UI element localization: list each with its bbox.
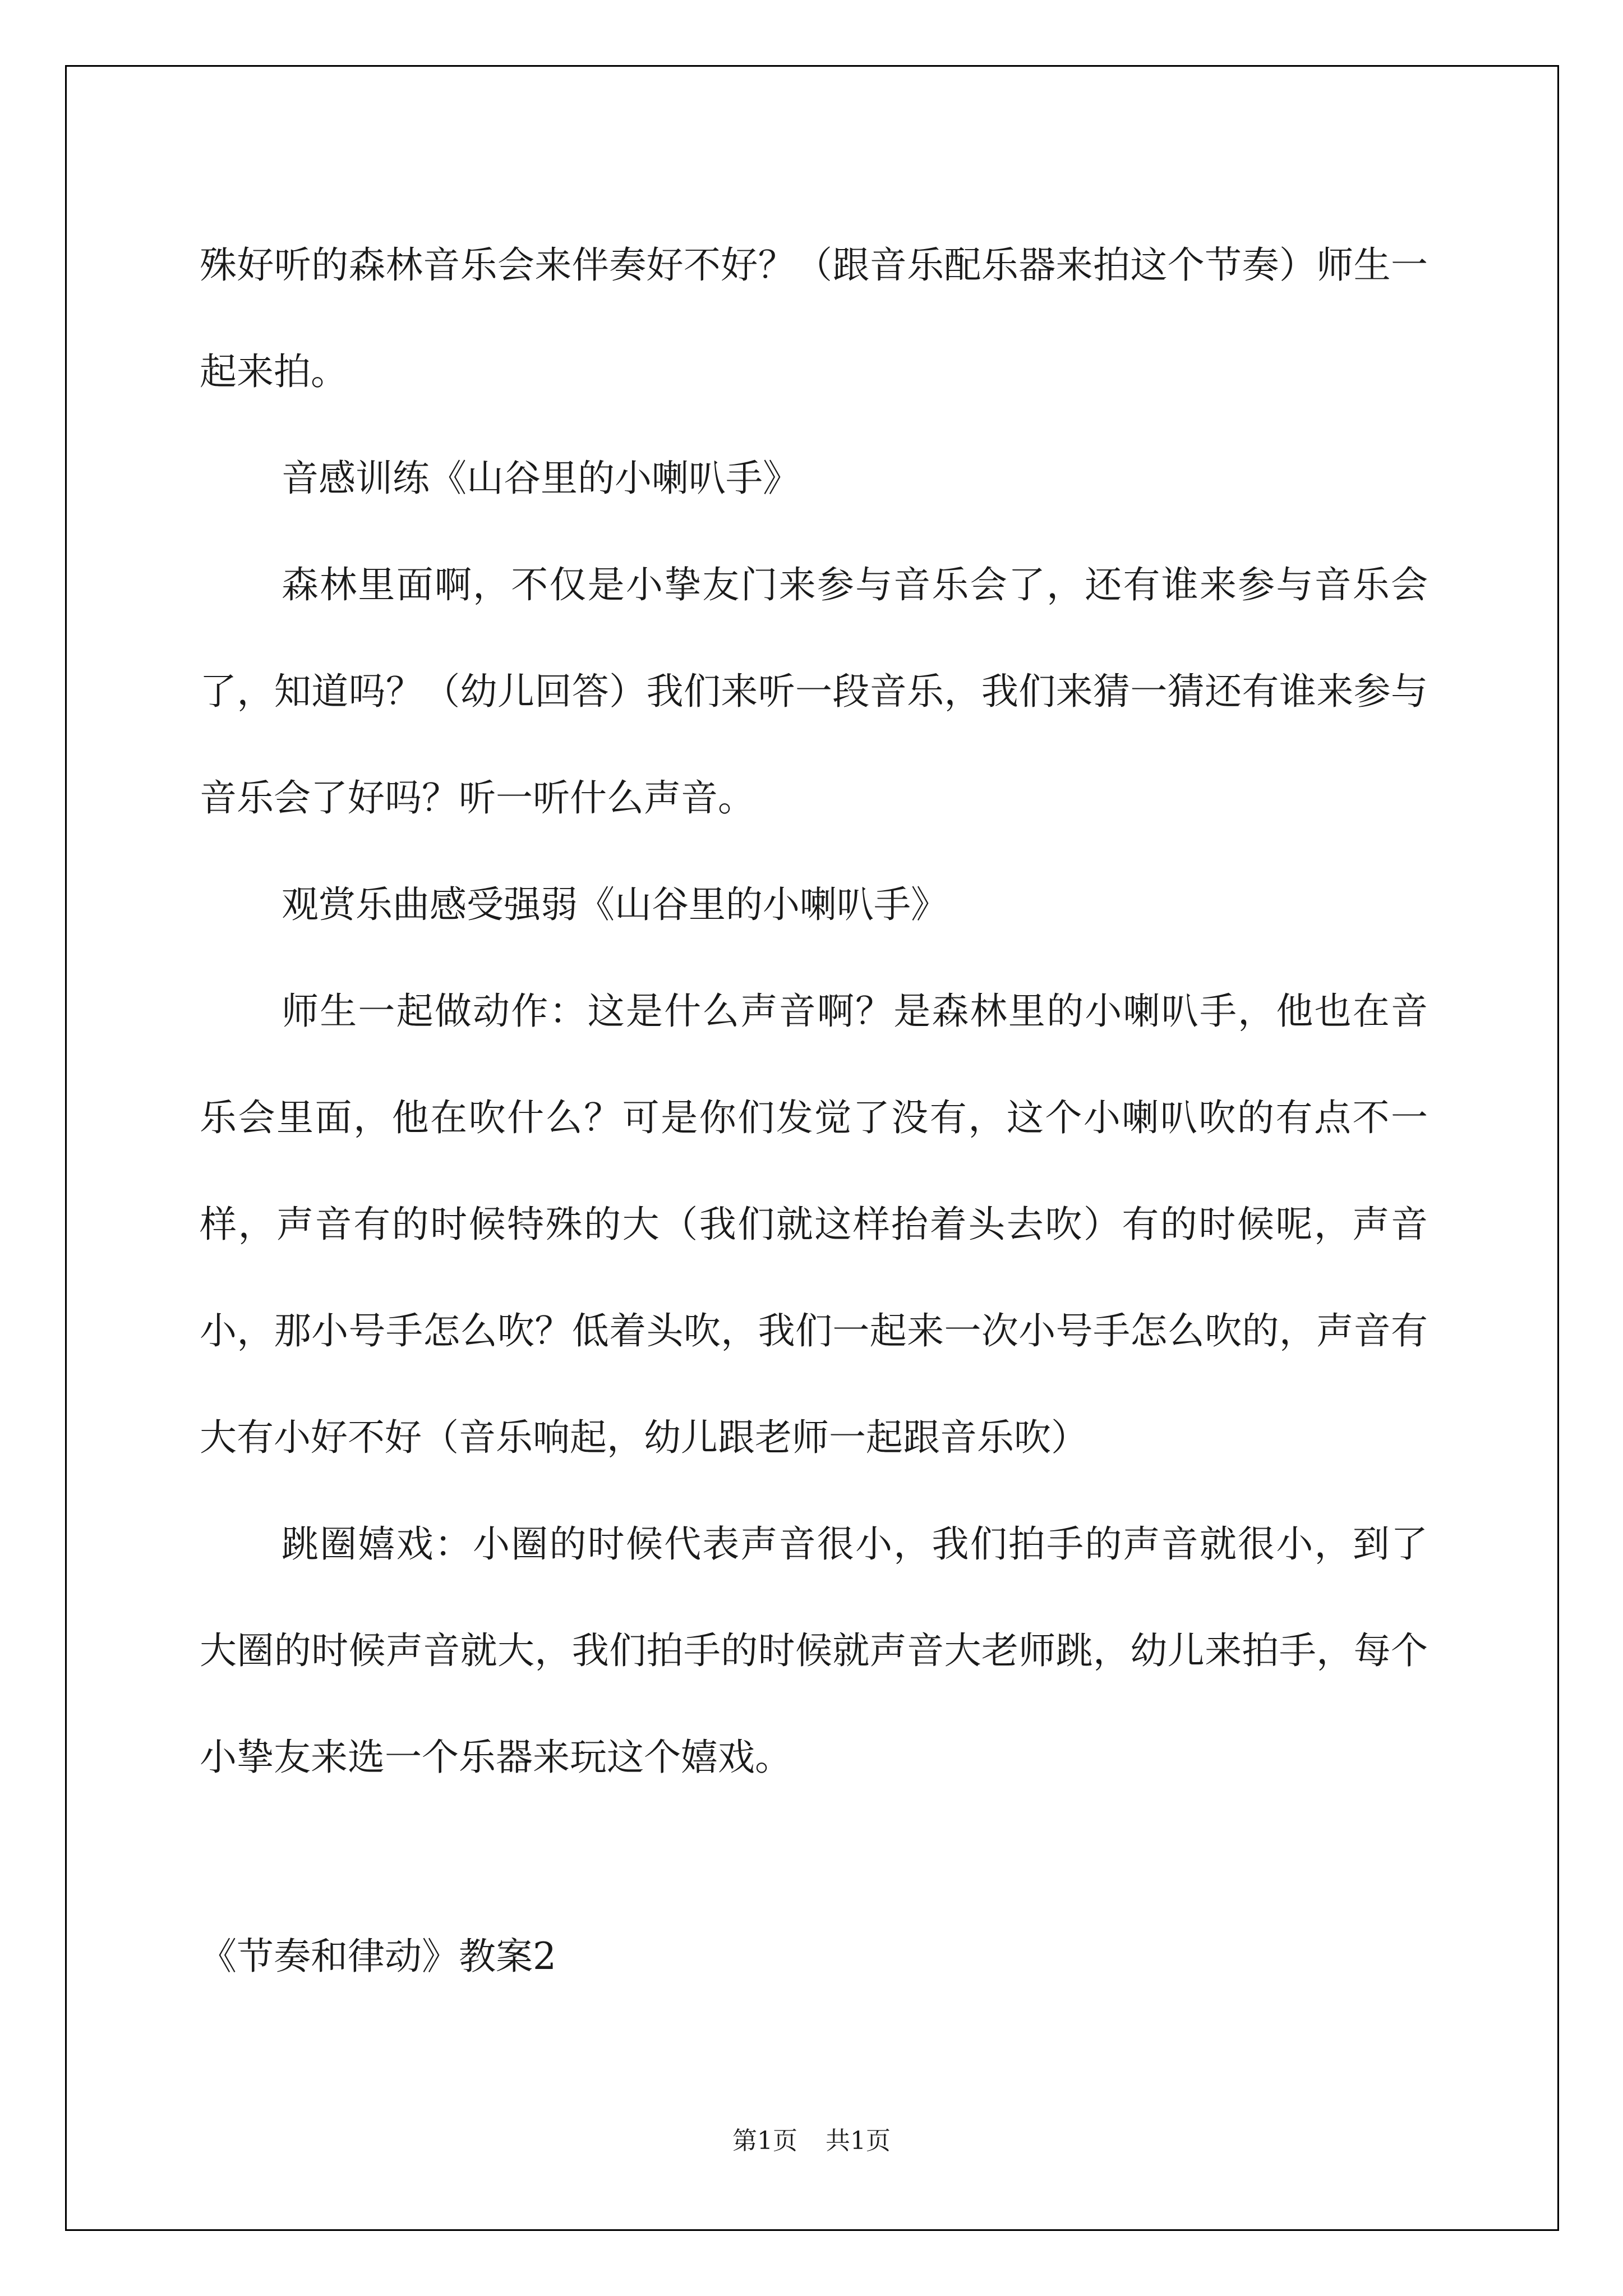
paragraph-1: 殊好听的森林音乐会来伴奏好不好？（跟音乐配乐器来拍这个节奏）师生一起来拍。 (200, 243, 1428, 393)
paragraph-2: 音感训练《山谷里的小喇叭手》 (282, 457, 800, 500)
section-heading: 《节奏和律动》教案2 (200, 1935, 556, 1978)
document-body (200, 212, 1428, 1811)
paragraph-4: 观赏乐曲感受强弱《山谷里的小喇叭手》 (282, 883, 948, 926)
paragraph-5: 师生一起做动作：这是什么声音啊？是森林里的小喇叭手，他也在音乐会里面，他在吹什么？可是你们发觉了没有，这个小喇叭吹的有点不一样，声音有的时候特殊的大（我们就这样抬着头去吹）有的时候呢，声音小，那小号手怎么吹？低着头吹，我们一起来一次小号手怎么吹的，声音有大有小好不好（音乐响起，幼儿跟老师一起跟音乐吹） (200, 990, 1428, 1459)
page-number-current: 第1页 (732, 2127, 797, 2155)
paragraph-3: 森林里面啊，不仅是小挚友门来参与音乐会了，还有谁来参与音乐会了，知道吗？（幼儿回答）我们来听一段音乐，我们来猜一猜还有谁来参与音乐会了好吗？听一听什么声音。 (200, 563, 1428, 820)
page-footer (0, 2120, 1623, 2156)
page-number-total: 共1页 (826, 2127, 891, 2155)
paragraph-6: 跳圈嬉戏：小圈的时候代表声音很小，我们拍手的声音就很小，到了大圈的时候声音就大，我们拍手的时候就声音大老师跳，幼儿来拍手，每个小挚友来选一个乐器来玩这个嬉戏。 (200, 1522, 1428, 1779)
